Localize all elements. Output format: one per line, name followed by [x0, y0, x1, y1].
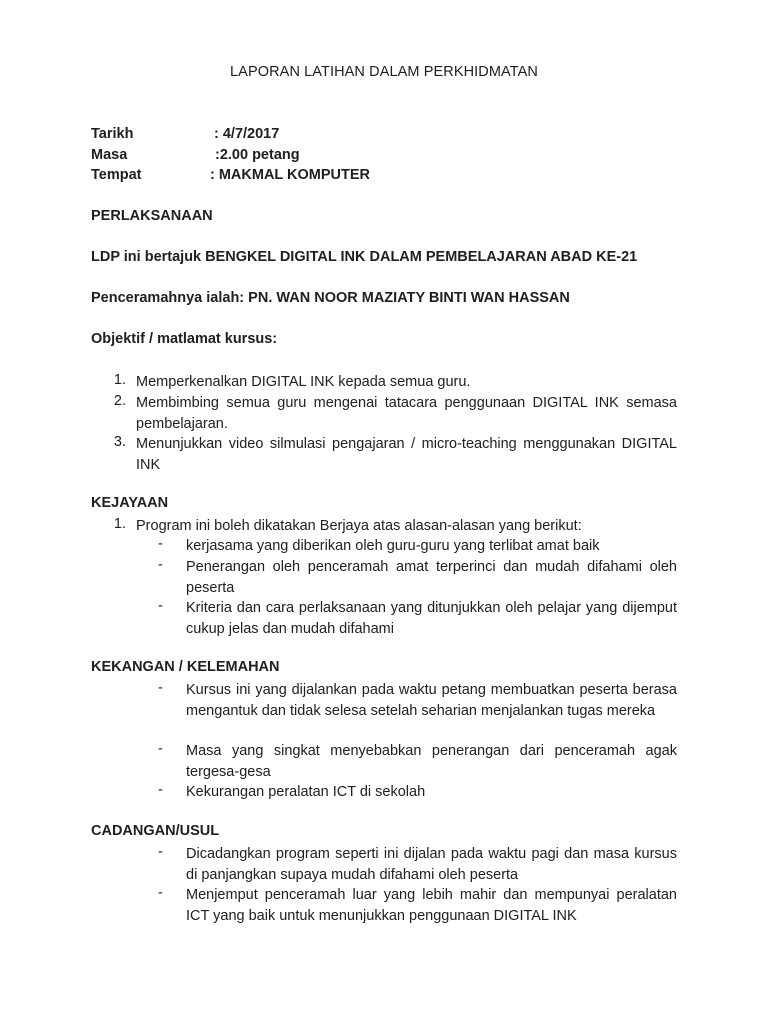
perlaksanaan-heading: PERLAKSANAAN — [91, 208, 213, 224]
bullet-dash: - — [158, 844, 163, 860]
kejayaan-number: 1. — [113, 516, 126, 532]
kejayaan-item: Kriteria dan cara perlaksanaan yang ditunjukkan oleh pelajar yang dijemput cukup jelas dan mudah difahami — [186, 600, 677, 637]
bullet-dash: - — [158, 680, 163, 696]
objektif-item: Menunjukkan video silmulasi pengajaran / micro-teaching menggunakan DIGITAL INK — [136, 436, 677, 473]
tempat-value: : MAKMAL KOMPUTER — [210, 167, 371, 183]
bullet-dash: - — [158, 557, 163, 573]
objektif-heading: Objektif / matlamat kursus: — [91, 331, 278, 347]
objektif-number: 2. — [113, 393, 126, 409]
tarikh-label: Tarikh — [91, 126, 134, 142]
objektif-number: 1. — [113, 372, 126, 388]
kejayaan-intro: Program ini boleh dikatakan Berjaya atas alasan-alasan yang berikut: — [136, 518, 582, 534]
objektif-item: Memperkenalkan DIGITAL INK kepada semua guru. — [136, 374, 471, 390]
bullet-dash: - — [158, 598, 163, 614]
cadangan-item: Menjemput penceramah luar yang lebih mahir dan mempunyai peralatan ICT yang baik untuk menunjukkan penggunaan DIGITAL INK — [186, 887, 677, 924]
masa-value: :2.00 petang — [215, 147, 300, 163]
kejayaan-item: Penerangan oleh penceramah amat terperinci dan mudah difahami oleh peserta — [186, 559, 677, 596]
objektif-item: Membimbing semua guru mengenai tatacara penggunaan DIGITAL INK semasa pembelajaran. — [136, 395, 677, 432]
penceramah-name: PN. WAN NOOR MAZIATY BINTI WAN HASSAN — [248, 290, 570, 306]
tarikh-value: : 4/7/2017 — [214, 126, 280, 142]
kejayaan-heading: KEJAYAAN — [91, 495, 169, 511]
kekangan-item: Kekurangan peralatan ICT di sekolah — [186, 784, 426, 800]
penceramah-prefix: Penceramahnya ialah: — [91, 290, 249, 306]
objektif-number: 3. — [113, 434, 126, 450]
ldp-title: BENGKEL DIGITAL INK DALAM PEMBELAJARAN ABAD KE-21 — [205, 249, 638, 265]
kekangan-heading: KEKANGAN / KELEMAHAN — [91, 659, 280, 675]
kejayaan-item: kerjasama yang diberikan oleh guru-guru yang terlibat amat baik — [186, 538, 600, 554]
penceramah-paragraph — [91, 290, 570, 306]
cadangan-heading: CADANGAN/USUL — [91, 823, 220, 839]
ldp-paragraph — [91, 249, 637, 265]
bullet-dash: - — [158, 782, 163, 798]
masa-label: Masa — [91, 147, 128, 163]
kekangan-item: Masa yang singkat menyebabkan penerangan dari penceramah agak tergesa-gesa — [186, 743, 677, 780]
ldp-prefix: LDP ini bertajuk — [91, 249, 206, 265]
bullet-dash: - — [158, 741, 163, 757]
kekangan-item: Kursus ini yang dijalankan pada waktu petang membuatkan peserta berasa mengantuk dan tidak selesa setelah seharian menjalankan tugas mereka — [186, 682, 677, 719]
cadangan-item: Dicadangkan program seperti ini dijalan pada waktu pagi dan masa kursus di panjangkan supaya mudah difahami oleh peserta — [186, 846, 677, 883]
tempat-label: Tempat — [91, 167, 142, 183]
bullet-dash: - — [158, 536, 163, 552]
report-title: LAPORAN LATIHAN DALAM PERKHIDMATAN — [230, 64, 538, 80]
bullet-dash: - — [158, 885, 163, 901]
